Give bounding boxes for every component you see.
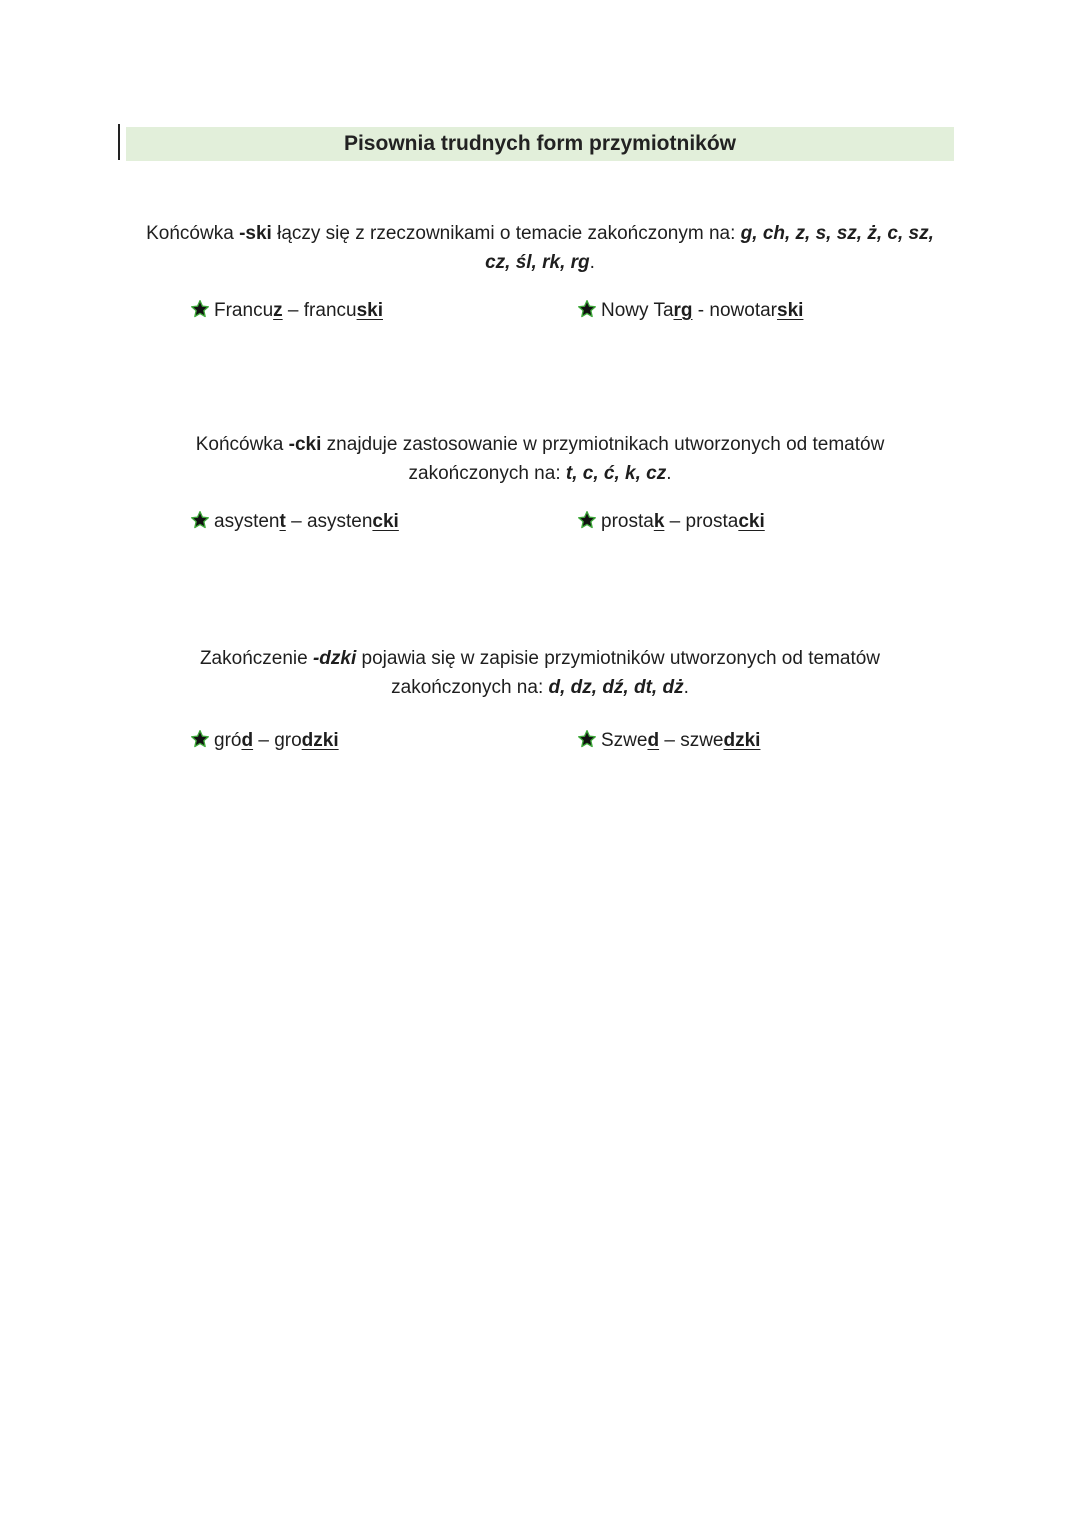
example-separator: – xyxy=(664,511,686,532)
rule-letters-2: cz, śl, rk, rg xyxy=(485,252,590,273)
example-base: Francu xyxy=(214,300,274,321)
example-adjective: nowotar xyxy=(709,300,778,321)
rule-post: . xyxy=(683,677,689,698)
rule-pre: Końcówka xyxy=(195,434,289,455)
example-adjective-ending: ski xyxy=(356,300,383,321)
star-bullet-icon xyxy=(577,299,597,319)
rule-mid: pojawia się w zapisie przymiotników utworzonych od tematów xyxy=(356,648,881,669)
rule-cki xyxy=(120,430,960,488)
rule-line-2: zakończonych na: xyxy=(391,677,549,698)
rule-pre: Końcówka xyxy=(146,223,240,244)
rule-letters: g, ch, z, s, sz, ż, c, sz, xyxy=(740,223,934,244)
example-base: prosta xyxy=(601,511,654,532)
star-bullet-icon xyxy=(577,510,597,530)
text-cursor xyxy=(118,124,120,160)
example-adjective: prosta xyxy=(685,511,739,532)
example-francuz xyxy=(190,298,383,324)
rule-letters: d, dz, dź, dt, dż xyxy=(548,677,684,698)
example-adjective: francu xyxy=(303,300,357,321)
example-base: asysten xyxy=(214,511,280,532)
example-base-stem: d xyxy=(241,730,254,751)
example-separator: - xyxy=(692,300,710,321)
example-separator: – xyxy=(285,511,307,532)
example-base-stem: rg xyxy=(673,300,693,321)
example-separator: – xyxy=(659,730,681,751)
star-bullet-icon xyxy=(190,299,210,319)
example-base: gró xyxy=(214,730,242,751)
example-base-stem: d xyxy=(647,730,660,751)
example-adjective-ending: cki xyxy=(372,511,399,532)
rule-letters: t, c, ć, k, cz xyxy=(565,463,667,484)
star-bullet-icon xyxy=(190,729,210,749)
example-adjective: gro xyxy=(274,730,302,751)
rule-dzki xyxy=(120,644,960,702)
example-asystent xyxy=(190,509,399,535)
rule-post: . xyxy=(666,463,672,484)
example-separator: – xyxy=(282,300,304,321)
example-adjective-ending: ski xyxy=(777,300,804,321)
example-prostak xyxy=(577,509,765,535)
example-separator: – xyxy=(253,730,275,751)
rule-ending: -dzki xyxy=(312,648,357,669)
rule-mid: łączy się z rzeczownikami o temacie zakończonym na: xyxy=(271,223,741,244)
rule-ski xyxy=(120,219,960,277)
example-adjective-ending: dzki xyxy=(723,730,761,751)
rule-mid: znajduje zastosowanie w przymiotnikach utworzonych od tematów xyxy=(321,434,885,455)
example-nowy-targ xyxy=(577,298,803,324)
example-adjective-ending: dzki xyxy=(301,730,339,751)
example-base: Szwe xyxy=(601,730,648,751)
rule-post: . xyxy=(589,252,595,273)
example-adjective: szwe xyxy=(680,730,724,751)
rule-pre: Zakończenie xyxy=(199,648,313,669)
star-bullet-icon xyxy=(190,510,210,530)
example-base-stem: z xyxy=(273,300,283,321)
rule-ending: -cki xyxy=(288,434,322,455)
example-szwed xyxy=(577,728,760,754)
example-base-stem: t xyxy=(279,511,286,532)
example-grod xyxy=(190,728,339,754)
example-adjective: asysten xyxy=(306,511,373,532)
rule-line-2: zakończonych na: xyxy=(408,463,566,484)
page-title: Pisownia trudnych form przymiotników xyxy=(126,127,954,161)
star-bullet-icon xyxy=(577,729,597,749)
rule-ending: -ski xyxy=(239,223,272,244)
example-adjective-ending: cki xyxy=(738,511,765,532)
example-base-stem: k xyxy=(653,511,665,532)
example-base: Nowy Ta xyxy=(601,300,674,321)
